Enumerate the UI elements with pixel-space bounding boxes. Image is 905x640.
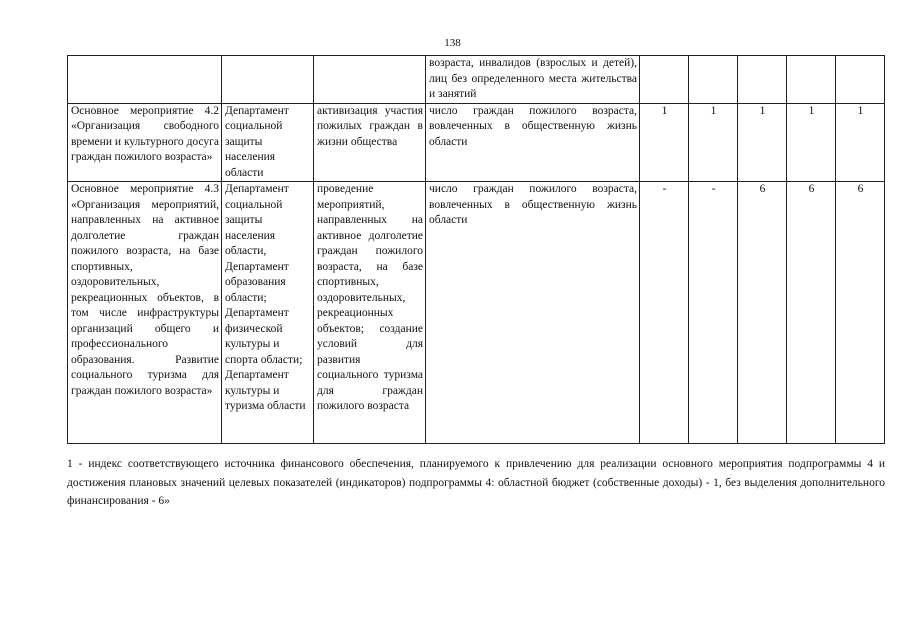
cell-indicator: число граждан пожилого возраста, вовлеченных в общественную жизнь области — [426, 182, 640, 444]
cell-value — [738, 56, 787, 104]
cell-executor — [222, 56, 314, 104]
cell-value — [640, 56, 689, 104]
cell-value: 6 — [836, 182, 885, 444]
cell-event — [68, 56, 222, 104]
footnote: 1 - индекс соответствующего источника финансового обеспечения, планируемого к привлечению для реализации основного мероприятия подпрограммы 4 и достижения плановых значений целевых показателей (индикаторов) подпрограммы 4: областной бюджет (собственные доходы) - 1, без выделения дополнительного финансирования - 6» — [67, 458, 885, 507]
cell-value: - — [689, 182, 738, 444]
cell-event: Основное мероприятие 4.3 «Организация мероприятий, направленных на активное долголетие граждан пожилого возраста, на базе спортивных, оздоровительных, рекреационных объектов, в том числе инфраструктуры организаций общего и профессионального образования. Развитие социального туризма для граждан пожилого возраста» — [68, 182, 222, 444]
cell-event: Основное мероприятие 4.2 «Организация свободного времени и культурного досуга граждан пожилого возраста» — [68, 103, 222, 182]
cell-value: 1 — [640, 103, 689, 182]
cell-measure — [314, 56, 426, 104]
cell-value — [689, 56, 738, 104]
cell-value: 1 — [689, 103, 738, 182]
program-table — [67, 55, 885, 444]
cell-indicator: число граждан пожилого возраста, вовлеченных в общественную жизнь области — [426, 103, 640, 182]
cell-value: 1 — [787, 103, 836, 182]
page-number: 138 — [444, 37, 461, 49]
cell-measure: проведение мероприятий, направленных на активное долголетие граждан пожилого возраста, на базе спортивных, оздоровительных, рекреационных объектов; создание условий для развития социального туризма для граждан пожилого возраста — [314, 182, 426, 444]
cell-executor: Департамент социальной защиты населения области — [222, 103, 314, 182]
cell-value — [836, 56, 885, 104]
cell-measure: активизация участия пожилых граждан в жизни общества — [314, 103, 426, 182]
cell-indicator: возраста, инвалидов (взрослых и детей), лиц без определенного места жительства и занятий — [426, 56, 640, 104]
cell-value — [787, 56, 836, 104]
cell-value: 6 — [738, 182, 787, 444]
cell-value: 1 — [738, 103, 787, 182]
cell-value: 1 — [836, 103, 885, 182]
cell-value: 6 — [787, 182, 836, 444]
table-row — [68, 182, 885, 444]
table-row — [68, 103, 885, 182]
cell-executor: Департамент социальной защиты населения области, Департамент образования области; Департамент физической культуры и спорта области; Департамент культуры и туризма области — [222, 182, 314, 444]
table-row-continuation — [68, 56, 885, 104]
cell-value: - — [640, 182, 689, 444]
